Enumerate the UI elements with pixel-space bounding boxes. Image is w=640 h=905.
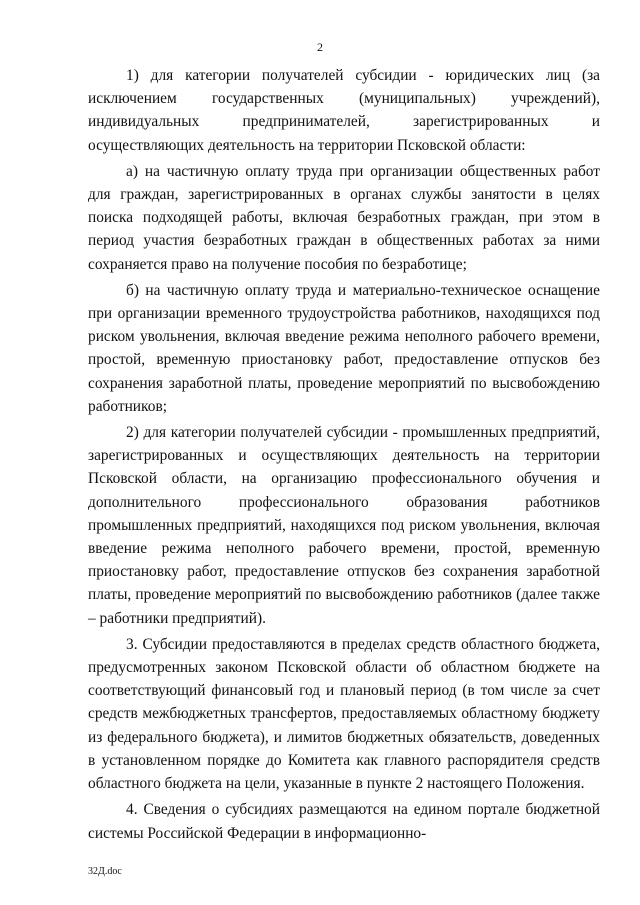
- page-number: 2: [317, 40, 323, 54]
- paragraph-1b: б) на частичную оплату труда и материально-техническое оснащение при организации временного трудоустройства работников, находящихся под риском увольнения, включая введение режима неполного рабочего времени, простой, временную приостановку работ, предоставление отпусков без сохранения заработной платы, проведение мероприятий по высвобождению работников;: [88, 281, 600, 415]
- paragraph-2: 2) для категории получателей субсидии - промышленных предприятий, зарегистрированных и осуществляющих деятельность на территории Псковской области, на организацию профессионального обучения и дополнительного профессионального образования работников промышленных предприятий, находящихся под риском увольнения, включая введение режима неполного рабочего времени, простой, временную приостановку работ, предоставление отпусков без сохранения заработной платы, проведение мероприятий по высвобождению работников (далее также – работники предприятий).: [88, 424, 600, 627]
- paragraph-1: 1) для категории получателей субсидии - юридических лиц (за исключением государственных (муниципальных) учреждений), индивидуальных предпринимателей, зарегистрированных и осуществляющих деятельность на территории Псковской области:: [88, 67, 600, 154]
- paragraph-3: 3. Субсидии предоставляются в пределах средств областного бюджета, предусмотренных законом Псковской области об областном бюджете на соответствующий финансовый год и плановый период (в том числе за счет средств межбюджетных трансфертов, предоставляемых областному бюджету из федерального бюджета), и лимитов бюджетных обязательств, доведенных в установленном порядке до Комитета как главного распорядителя средств областного бюджета на цели, указанные в пункте 2 настоящего Положения.: [88, 635, 600, 793]
- paragraph-1a: а) на частичную оплату труда при организации общественных работ для граждан, зарегистрированных в органах службы занятости в целях поиска подходящей работы, включая безработных граждан, при этом в период участия безработных граждан в общественных работах за ними сохраняется право на получение пособия по безработице;: [88, 162, 600, 273]
- file-name-footer: 32Д.doc: [88, 866, 122, 877]
- paragraph-4: 4. Сведения о субсидиях размещаются на едином портале бюджетной системы Российской Федерации в информационно-: [88, 801, 600, 842]
- document-body: [88, 64, 600, 848]
